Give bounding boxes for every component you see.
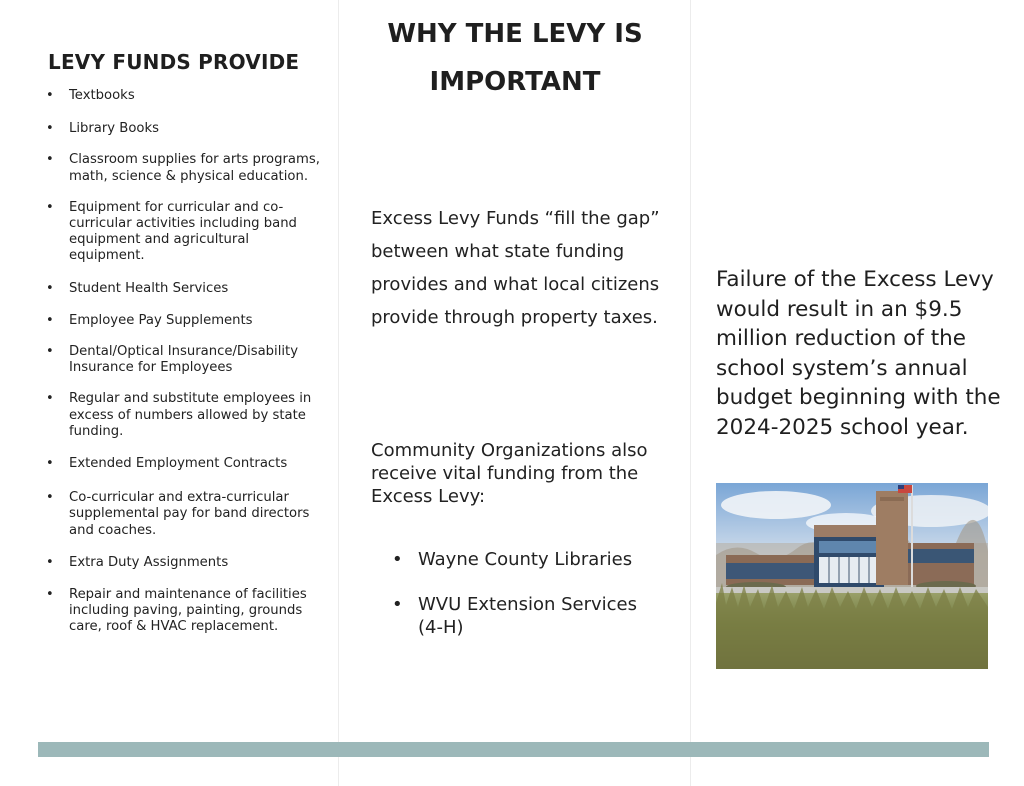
list-item bbox=[46, 121, 321, 137]
footer-accent-bar bbox=[38, 742, 989, 757]
bullet-icon: • bbox=[46, 280, 54, 296]
list-item bbox=[46, 152, 321, 184]
list-item-text: Repair and maintenance of facilities including paving, painting, grounds care, roof & HVAC replacement. bbox=[69, 587, 307, 635]
school-building-illustration bbox=[716, 483, 988, 669]
bullet-icon: • bbox=[46, 199, 54, 215]
list-item-text: Equipment for curricular and co-curricular activities including band equipment and agricultural equipment. bbox=[69, 199, 297, 264]
column-divider-left bbox=[338, 0, 339, 786]
list-item bbox=[46, 456, 321, 472]
levy-funds-title: LEVY FUNDS PROVIDE bbox=[48, 50, 300, 74]
organizations-list bbox=[392, 548, 662, 661]
bullet-icon: • bbox=[46, 554, 54, 570]
school-building-photo bbox=[716, 483, 988, 669]
bullet-icon: • bbox=[46, 456, 54, 472]
bullet-icon: • bbox=[392, 549, 403, 570]
why-levy-title-line2: IMPORTANT bbox=[429, 67, 601, 97]
levy-funds-list bbox=[46, 88, 321, 636]
bullet-icon: • bbox=[46, 490, 54, 506]
why-levy-title bbox=[345, 10, 685, 106]
list-item-text: Regular and substitute employees in excess of numbers allowed by state funding. bbox=[69, 391, 312, 439]
bullet-icon: • bbox=[46, 587, 54, 603]
bullet-icon: • bbox=[46, 391, 54, 407]
list-item-text: Library Books bbox=[69, 121, 159, 137]
list-item-text: WVU Extension Services (4-H) bbox=[418, 594, 637, 638]
list-item bbox=[46, 88, 321, 104]
list-item bbox=[46, 490, 321, 539]
list-item bbox=[392, 548, 662, 571]
bullet-icon: • bbox=[46, 344, 54, 360]
bullet-icon: • bbox=[46, 88, 54, 103]
list-item-text: Extra Duty Assignments bbox=[69, 554, 229, 570]
list-item-text: Wayne County Libraries bbox=[418, 549, 633, 570]
list-item bbox=[46, 587, 321, 636]
bullet-icon: • bbox=[392, 594, 403, 615]
list-item-text: Extended Employment Contracts bbox=[69, 456, 288, 472]
list-item bbox=[392, 593, 662, 639]
why-levy-title-line1: WHY THE LEVY IS bbox=[387, 19, 643, 49]
list-item bbox=[46, 200, 321, 265]
list-item-text: Student Health Services bbox=[69, 280, 229, 296]
failure-paragraph: Failure of the Excess Levy would result in an $9.5 million reduction of the school system’s annual budget beginning with the 2024-2025 school year. bbox=[716, 267, 1001, 440]
bullet-icon: • bbox=[46, 121, 54, 137]
list-item bbox=[46, 344, 321, 376]
list-item-text: Dental/Optical Insurance/Disability Insurance for Employees bbox=[69, 344, 299, 376]
list-item bbox=[46, 555, 321, 571]
bullet-icon: • bbox=[46, 152, 54, 168]
fill-the-gap-paragraph: Excess Levy Funds “fill the gap” between what state funding provides and what local citizens provide through property taxes. bbox=[371, 208, 660, 328]
column-divider-right bbox=[690, 0, 691, 786]
list-item-text: Classroom supplies for arts programs, math, science & physical education. bbox=[69, 152, 320, 184]
list-item bbox=[46, 313, 321, 329]
bullet-icon: • bbox=[46, 312, 54, 328]
list-item bbox=[46, 281, 321, 297]
list-item-text: Textbooks bbox=[69, 88, 135, 103]
list-item-text: Employee Pay Supplements bbox=[69, 312, 253, 328]
list-item-text: Co-curricular and extra-curricular supplemental pay for band directors and coaches. bbox=[69, 490, 310, 538]
community-organizations-paragraph: Community Organizations also receive vital funding from the Excess Levy: bbox=[371, 440, 648, 507]
list-item bbox=[46, 391, 321, 440]
